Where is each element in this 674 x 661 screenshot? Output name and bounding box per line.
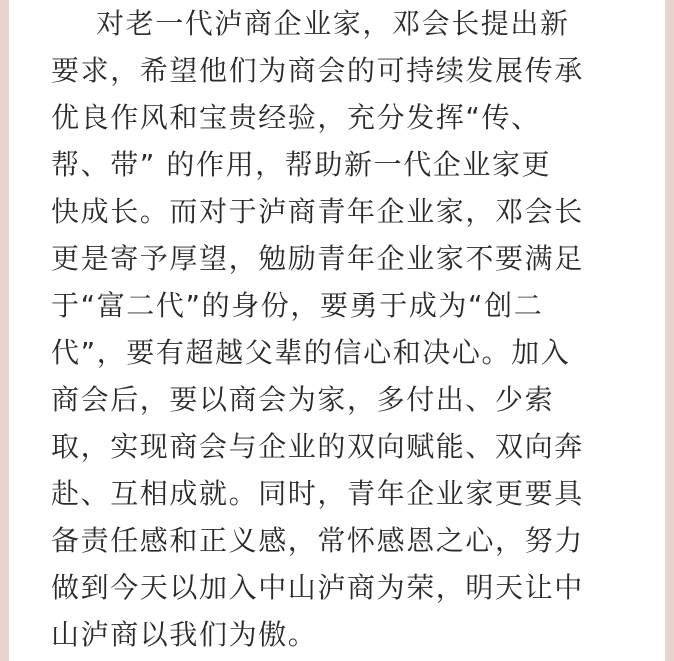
paragraph-line-14: 山泸商以我们为傲。 <box>51 618 318 651</box>
paragraph-line-8: 代”，要有超越父辈的信心和决心。加入 <box>51 336 571 369</box>
paragraph-line-3: 优良作风和宝贵经验，充分发挥“传、 <box>51 101 541 134</box>
article-paragraph <box>51 0 641 658</box>
paragraph-line-5: 快成长。而对于泸商青年企业家，邓会长 <box>51 195 584 228</box>
paragraph-line-2: 要求，希望他们为商会的可持续发展传承 <box>51 54 584 87</box>
right-decorative-border <box>665 0 674 661</box>
paragraph-line-6: 更是寄予厚望，勉励青年企业家不要满足 <box>51 242 584 275</box>
paragraph-line-9: 商会后，要以商会为家，多付出、少索 <box>51 383 555 416</box>
paragraph-line-13: 做到今天以加入中山泸商为荣，明天让中 <box>51 571 584 604</box>
paragraph-line-1: 对老一代泸商企业家，邓会长提出新 <box>96 7 570 40</box>
paragraph-line-4: 帮、带” 的作用，帮助新一代企业家更 <box>51 148 552 181</box>
paragraph-line-11: 赴、互相成就。同时，青年企业家更要具 <box>51 477 584 510</box>
paragraph-line-10: 取，实现商会与企业的双向赋能、双向奔 <box>51 430 584 463</box>
paragraph-line-12: 备责任感和正义感，常怀感恩之心，努力 <box>51 524 584 557</box>
left-decorative-border <box>0 0 9 661</box>
paragraph-line-7: 于“富二代”的身份，要勇于成为“创二 <box>51 289 544 322</box>
